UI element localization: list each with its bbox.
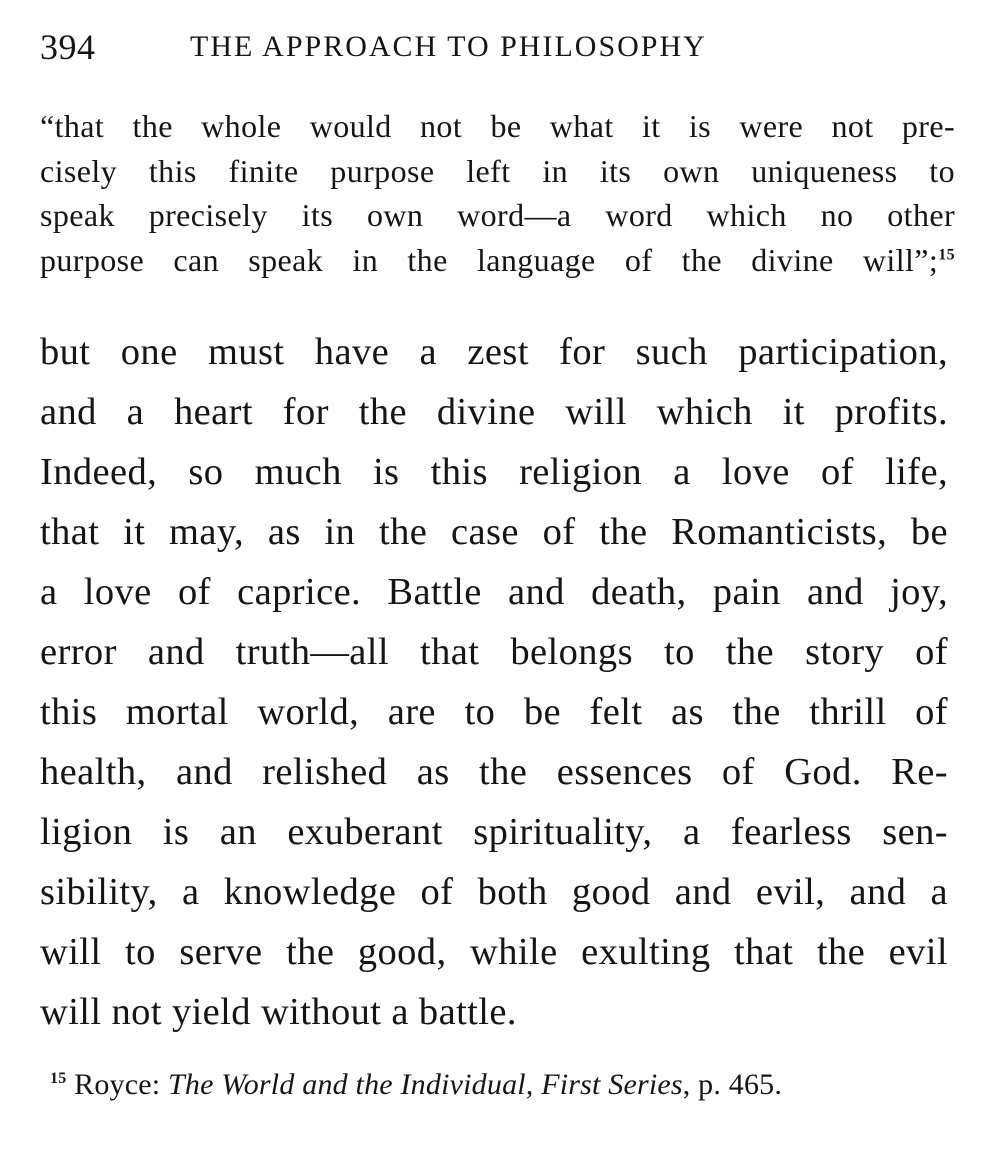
body-line-last: will not yield without a battle.	[40, 991, 517, 1033]
body-line: a love of caprice. Battle and death, pain and joy,	[40, 571, 948, 613]
footnote-title: The World and the Individual, First Series	[168, 1068, 683, 1101]
body-paragraph	[40, 322, 948, 1042]
page-header	[40, 22, 960, 70]
body-line: error and truth—all that belongs to the story of	[40, 631, 948, 673]
quote-line-last	[40, 238, 955, 283]
quote-line: cisely this finite purpose left in its own uniqueness to	[40, 152, 955, 189]
running-title: THE APPROACH TO PHILOSOPHY	[190, 30, 707, 63]
footnote-mark: 15	[50, 1070, 67, 1087]
quote-line: “that the whole would not be what it is were not pre-	[40, 108, 955, 144]
page-number: 394	[40, 27, 96, 67]
body-line: and a heart for the divine will which it profits.	[40, 391, 948, 433]
body-line: this mortal world, are to be felt as the thrill of	[40, 691, 948, 733]
block-quote	[40, 104, 955, 282]
body-line: Indeed, so much is this religion a love of life,	[40, 451, 948, 493]
body-line: sibility, a knowledge of both good and evil, and a	[40, 871, 948, 913]
body-line: ligion is an exuberant spirituality, a fearless sen-	[40, 811, 948, 853]
body-line: health, and relished as the essences of God. Re-	[40, 751, 948, 793]
quote-line: speak precisely its own word—a word which no other	[40, 197, 955, 233]
footnote-author: Royce:	[74, 1068, 168, 1101]
footnote-page-ref: , p. 465.	[682, 1068, 783, 1101]
body-line: that it may, as in the case of the Romanticists, be	[40, 511, 948, 553]
footnote-reference: 15	[938, 245, 955, 263]
body-line: but one must have a zest for such participation,	[40, 331, 948, 373]
body-line: will to serve the good, while exulting that the evil	[40, 931, 948, 973]
footnote	[50, 1068, 950, 1102]
quote-line-text: purpose can speak in the language of the divine will”;	[40, 241, 939, 278]
